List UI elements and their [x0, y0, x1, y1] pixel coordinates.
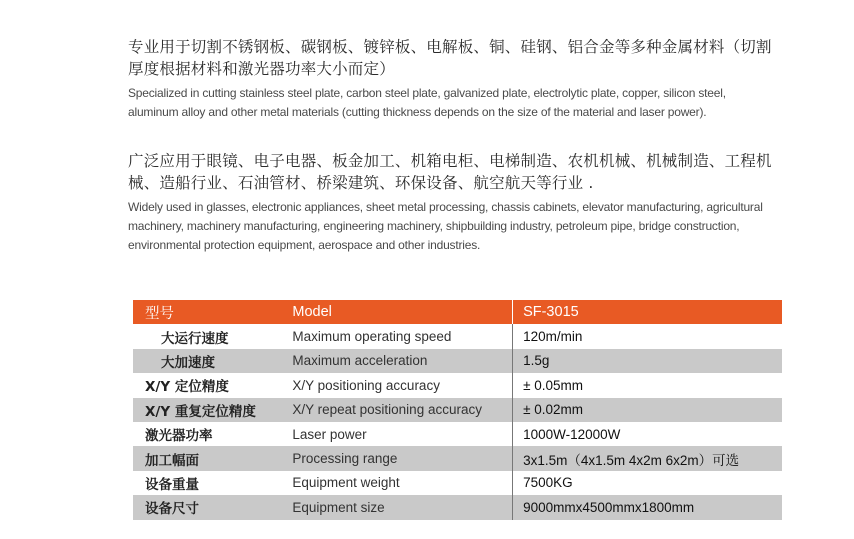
applications-zh [128, 150, 778, 194]
spec-label-zh: 设备尺寸 [133, 495, 288, 519]
materials-en [128, 84, 778, 122]
spec-row [133, 324, 782, 348]
header-zh: 型号 [133, 300, 288, 324]
spec-row [133, 471, 782, 495]
spec-label-zh: X/Y 定位精度 [133, 373, 288, 397]
spec-row [133, 446, 782, 470]
spec-label-en: X/Y repeat positioning accuracy [288, 398, 512, 422]
applications-en [128, 198, 778, 255]
spec-label-zh: 激光器功率 [133, 422, 288, 446]
spec-label-zh: 大加速度 [133, 349, 288, 373]
spec-label-zh: 设备重量 [133, 471, 288, 495]
header-en: Model [288, 300, 512, 324]
spec-row [133, 398, 782, 422]
materials-zh [128, 36, 778, 80]
spec-label-zh: X/Y 重复定位精度 [133, 398, 288, 422]
spec-label-en: Equipment size [288, 495, 512, 519]
spec-row [133, 495, 782, 519]
spec-row [133, 349, 782, 373]
spec-label-zh: 大运行速度 [133, 324, 288, 348]
spec-table-header [133, 300, 782, 324]
spec-table [133, 300, 782, 520]
spec-value: 3x1.5m（4x1.5m 4x2m 6x2m）可选 [513, 446, 782, 470]
spec-value: 7500KG [513, 471, 782, 495]
spec-value: 120m/min [513, 324, 782, 348]
spec-value: ± 0.02mm [513, 398, 782, 422]
spec-row [133, 373, 782, 397]
spec-label-en: Laser power [288, 422, 512, 446]
spec-value: ± 0.05mm [513, 373, 782, 397]
spec-value: 1000W-12000W [513, 422, 782, 446]
spec-label-zh: 加工幅面 [133, 446, 288, 470]
spec-label-en: Equipment weight [288, 471, 512, 495]
header-model-value: SF-3015 [513, 300, 782, 324]
spec-label-en: X/Y positioning accuracy [288, 373, 512, 397]
spec-row [133, 422, 782, 446]
materials-zh-text: 专业用于切割不锈钢板、碳钢板、镀锌板、电解板、铜、硅钢、铝合金等多种金属材料（切割厚度根据材料和激光器功率大小而定） [128, 38, 772, 78]
spec-label-en: Processing range [288, 446, 512, 470]
applications-zh-text: 广泛应用于眼镜、电子电器、板金加工、机箱电柜、电梯制造、农机机械、机械制造、工程机械、造船行业、石油管材、桥梁建筑、环保设备、航空航天等行业 . [128, 152, 772, 192]
spec-value: 1.5g [513, 349, 782, 373]
spec-label-en: Maximum acceleration [288, 349, 512, 373]
applications-en-text: Widely used in glasses, electronic appliances, sheet metal processing, chassis cabinets, elevator manufacturing, agricultural machinery, machinery manufacturing, engineering machinery, shipbuilding industry, petroleum pipe, bridge construction, environmental protection equipment, aerospace and other industries. [128, 200, 763, 252]
spec-label-en: Maximum operating speed [288, 324, 512, 348]
spec-value: 9000mmx4500mmx1800mm [513, 495, 782, 519]
materials-en-text: Specialized in cutting stainless steel plate, carbon steel plate, galvanized plate, electrolytic plate, copper, silicon steel, aluminum alloy and other metal materials (cutting thickness depends on the size of the material and laser power). [128, 86, 726, 119]
